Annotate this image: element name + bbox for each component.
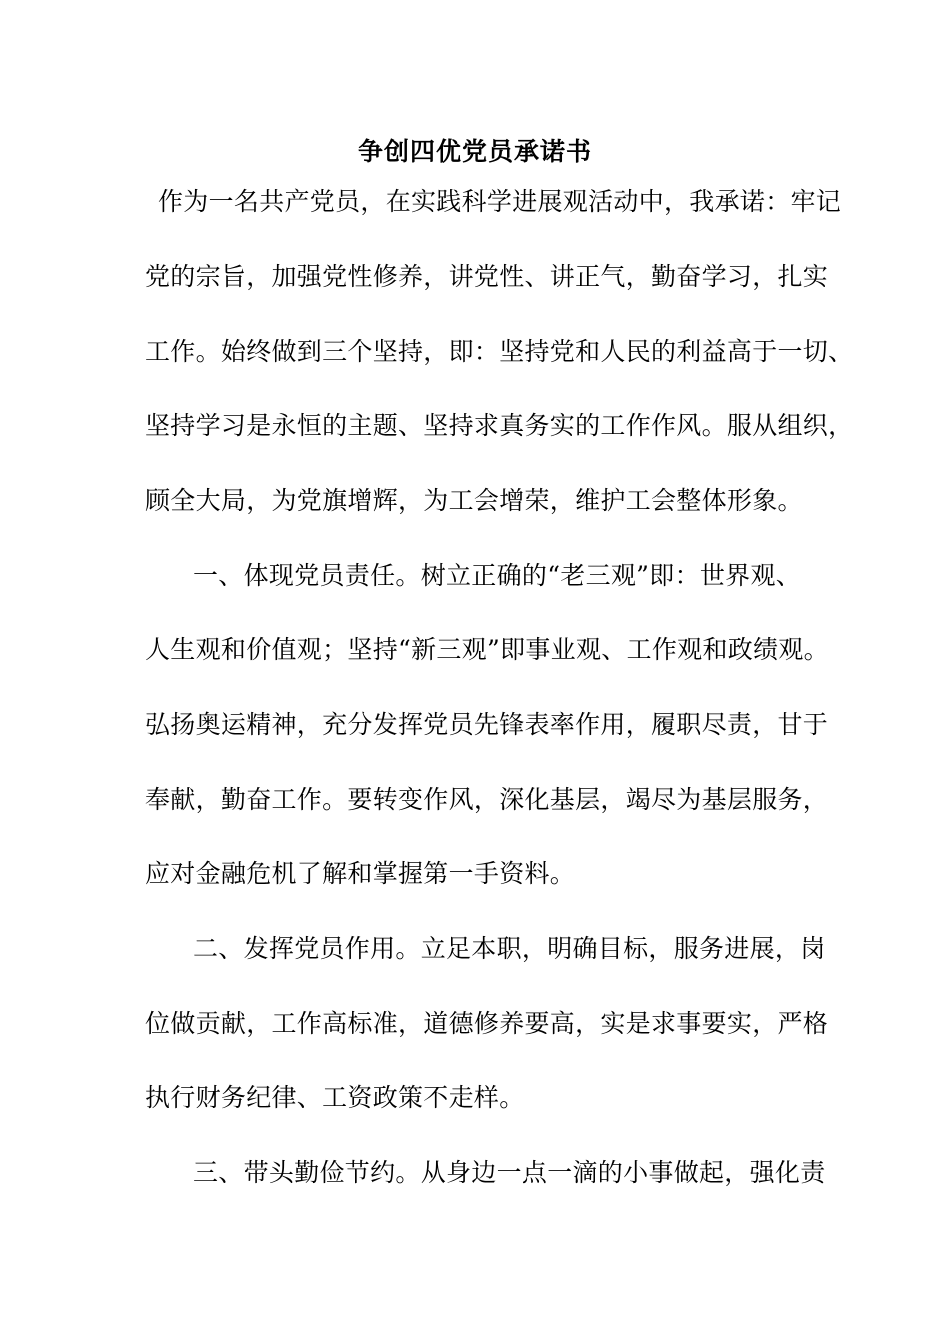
paragraph-line: 执行财务纪律、工资政策不走样。 (145, 1083, 525, 1112)
paragraph-line: 工作。始终做到三个坚持，即：坚持党和人民的利益高于一切、 (145, 337, 854, 366)
paragraph-line: 二、发挥党员作用。立足本职，明确目标，服务进展，岗 (193, 934, 826, 963)
paragraph-line: 三、带头勤俭节约。从身边一点一滴的小事做起，强化责 (193, 1158, 826, 1187)
paragraph-line: 应对金融危机了解和掌握第一手资料。 (145, 859, 576, 888)
paragraph-line: 弘扬奥运精神，充分发挥党员先锋表率作用，履职尽责，甘于 (145, 710, 829, 739)
paragraph-line: 坚持学习是永恒的主题、坚持求真务实的工作作风。服从组织， (145, 411, 854, 440)
paragraph-line: 一、体现党员责任。树立正确的“老三观”即：世界观、 (193, 561, 802, 590)
paragraph-line: 作为一名共产党员，在实践科学进展观活动中，我承诺：牢记 (158, 187, 842, 216)
document-title: 争创四优党员承诺书 (357, 137, 592, 166)
paragraph-line: 位做贡献，工作高标准，道德修养要高，实是求事要实，严格 (145, 1009, 829, 1038)
paragraph-line: 奉献，勤奋工作。要转变作风，深化基层，竭尽为基层服务， (145, 785, 829, 814)
paragraph-line: 人生观和价值观；坚持“新三观”即事业观、工作观和政绩观。 (145, 635, 829, 664)
paragraph-line: 党的宗旨，加强党性修养，讲党性、讲正气，勤奋学习，扎实 (145, 262, 829, 291)
paragraph-line: 顾全大局，为党旗增辉，为工会增荣，维护工会整体形象。 (145, 486, 803, 515)
